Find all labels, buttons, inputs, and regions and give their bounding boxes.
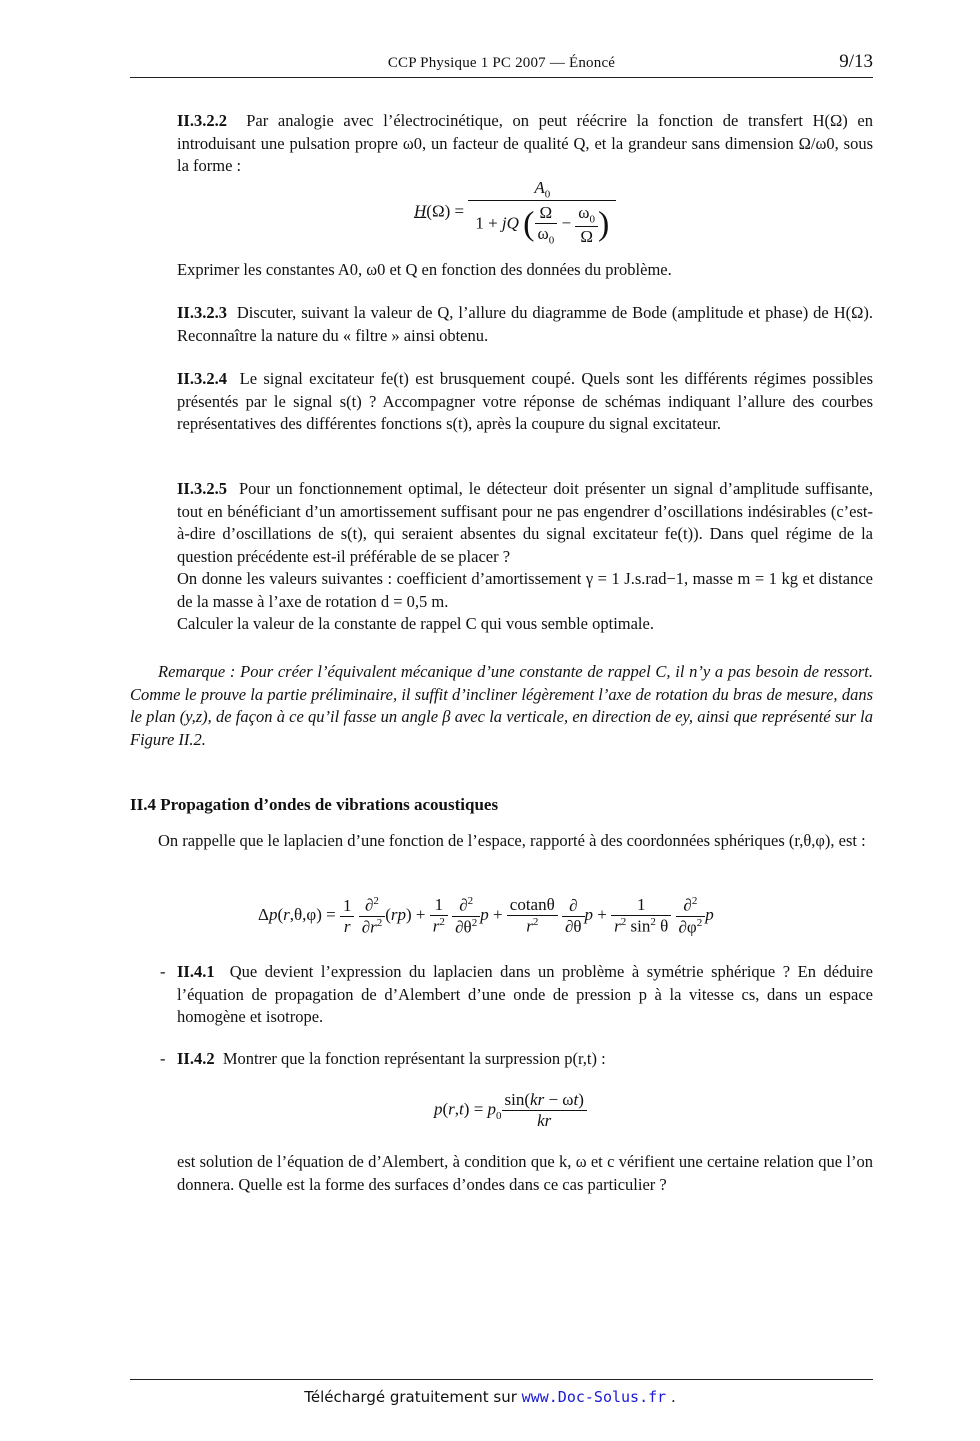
question-text: Pour un fonctionnement optimal, le détecteur doit présenter un signal d’amplitude suffisante, tout en bénéficiant d’un amortissement suffisant pour ne pas engendrer d’oscillations indésirables (c’est-à-dire d’oscillations de s(t), qui seraient absentes du signal excitateur fe(t)). Dans quel régime de la question précédente est-il préférable de se placer ? xyxy=(177,479,874,566)
laplacian-equation: Δp(r,θ,φ) = $\frac{1}{r}$ $\frac{\partial^2}{\partial r^2}$ (rp) + $\frac{1}{r^2}$ $\frac{\partial^2}{\partial\theta^2}$ p + $\frac{cotan\theta}{r^2}$ $\frac{\partial}{\partial\theta}$ p + $\frac{1}{r^2 \sin^2 \theta}$ $\frac{\partial^2}{\partial\varphi^2}$ p xyxy=(258,895,714,937)
page-header xyxy=(130,51,873,78)
question-text: Le signal excitateur fe(t) est brusquement coupé. Quels sont les différents régimes possibles présentés par le signal s(t) ? Accompagner votre réponse de schémas indiquant l’allure des courbes représentatives des différentes fonctions s(t), après la coupure du signal excitateur. xyxy=(177,369,873,433)
bullet-dash: - xyxy=(160,962,166,981)
question-ii-3-2-3 xyxy=(177,302,873,347)
question-number: II.4.1 xyxy=(177,962,215,981)
question-number: II.3.2.4 xyxy=(177,369,227,388)
question-text: Par analogie avec l’électrocinétique, on peut réécrire la fonction de transfert H(Ω) en introduisant une pulsation propre ω0, un facteur de qualité Q, et la grandeur sans dimension Ω/ω0, sous la forme : xyxy=(177,111,873,175)
question-data-line: On donne les valeurs suivantes : coefficient d’amortissement γ = 1 J.s.rad−1, masse m = 1 kg et distance de la masse à l’axe de rotation d = 0,5 m. xyxy=(177,569,873,611)
question-ii-3-2-2-followup xyxy=(177,259,873,282)
question-ii-4-2 xyxy=(177,1048,873,1071)
page-number: 9/13 xyxy=(839,51,873,72)
question-text: Que devient l’expression du laplacien dans un problème à symétrie sphérique ? En déduire l’équation de propagation de d’Alembert d’une onde de pression p à la vitesse cs, dans un espace homogène et isotrope. xyxy=(177,962,874,1026)
question-text: Discuter, suivant la valeur de Q, l’allure du diagramme de Bode (amplitude et phase) de H(Ω). Reconnaître la nature du « filtre » ainsi obtenu. xyxy=(177,303,873,345)
question-text: Montrer que la fonction représentant la surpression p(r,t) : xyxy=(222,1049,606,1068)
footer-link[interactable]: www.Doc-Solus.fr xyxy=(521,1388,667,1406)
question-ii-4-2-followup xyxy=(177,1151,873,1196)
remark-paragraph: Remarque : Pour créer l’équivalent mécanique d’une constante de rappel C, il n’y a pas besoin de ressort. Comme le prouve la partie préliminaire, il suffit d’incliner légèrement l’axe de rotation du bras de mesure, dans le plan (y,z), de façon à ce qu’il fasse un angle β avec la verticale, en direction de ey, ainsi que représenté sur la Figure II.2. xyxy=(130,662,873,749)
section-intro: On rappelle que le laplacien d’une fonction de l’espace, rapporté à des coordonnées sphériques (r,θ,φ), est : xyxy=(158,831,866,850)
question-number: II.3.2.3 xyxy=(177,303,227,322)
pressure-wave-equation: $p(r,t) = p_0$ $\frac{\sin(kr - \omega t)}{kr}$ xyxy=(434,1090,587,1131)
transfer-function-equation: H(Ω) = $A_0$ 1 + jQ ( $\frac{\Omega}{\omega_0}$ − $\frac{\omega_0}{\Omega}$ ) xyxy=(414,178,616,247)
header-title: CCP Physique 1 PC 2007 — Énoncé xyxy=(387,55,616,71)
bullet-dash: - xyxy=(160,1049,166,1068)
question-number: II.4.2 xyxy=(177,1049,215,1068)
question-ii-3-2-4 xyxy=(177,368,873,436)
question-text: Exprimer les constantes A0, ω0 et Q en fonction des données du problème. xyxy=(177,260,672,279)
question-ii-3-2-2 xyxy=(177,110,873,178)
question-number: II.3.2.5 xyxy=(177,479,227,498)
page-footer xyxy=(0,1388,980,1406)
question-task-line: Calculer la valeur de la constante de rappel C qui vous semble optimale. xyxy=(177,614,654,633)
footer-text: Téléchargé gratuitement sur xyxy=(304,1388,517,1406)
question-ii-3-2-5 xyxy=(177,478,873,636)
question-text: est solution de l’équation de d’Alembert, à condition que k, ω et c vérifient une certaine relation que l’on donnera. Quelle est la forme des surfaces d’ondes dans ce cas particulier ? xyxy=(177,1152,873,1194)
footer-rule xyxy=(130,1379,873,1380)
question-ii-4-1 xyxy=(177,961,873,1029)
section-title: II.4 Propagation d’ondes de vibrations acoustiques xyxy=(130,795,499,814)
question-number: II.3.2.2 xyxy=(177,111,227,130)
footer-dot: . xyxy=(670,1388,676,1406)
